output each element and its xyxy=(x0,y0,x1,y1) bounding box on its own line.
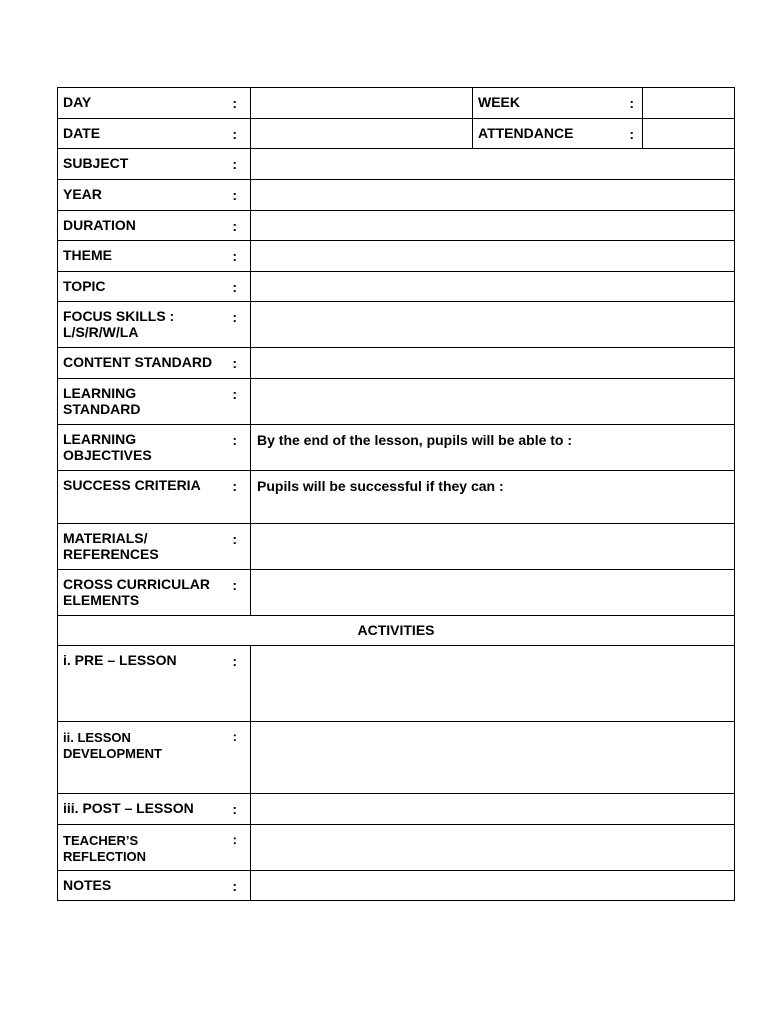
learning-standard-label-line2: STANDARD xyxy=(63,401,141,417)
materials-label-line2: REFERENCES xyxy=(63,546,159,562)
label-lesson-development xyxy=(58,722,251,794)
row-date-attendance xyxy=(58,119,735,149)
label-theme xyxy=(58,241,251,272)
colon: : xyxy=(232,878,237,894)
colon: : xyxy=(232,577,237,593)
label-materials xyxy=(58,524,251,570)
row-notes xyxy=(58,871,735,901)
subject-label: SUBJECT xyxy=(63,155,129,171)
label-learning-objectives xyxy=(58,425,251,471)
colon: : xyxy=(232,187,237,203)
field-focus-skills[interactable] xyxy=(251,302,735,348)
focus-skills-label-line2: L/S/R/W/LA xyxy=(63,324,139,340)
learning-objectives-label-line2: OBJECTIVES xyxy=(63,447,152,463)
colon: : xyxy=(232,432,237,448)
week-label: WEEK xyxy=(478,94,520,110)
success-criteria-prompt: Pupils will be successful if they can : xyxy=(257,478,504,494)
colon: : xyxy=(232,156,237,172)
activities-heading xyxy=(58,616,735,646)
topic-label: TOPIC xyxy=(63,278,106,294)
field-learning-objectives[interactable] xyxy=(251,425,735,471)
row-learning-objectives xyxy=(58,425,735,471)
colon: : xyxy=(232,531,237,547)
colon: : xyxy=(232,95,237,111)
colon: : xyxy=(232,279,237,295)
field-date[interactable] xyxy=(251,119,473,149)
label-subject xyxy=(58,149,251,180)
label-focus-skills xyxy=(58,302,251,348)
focus-skills-label-line1: FOCUS SKILLS : xyxy=(63,308,175,324)
row-day-week xyxy=(58,88,735,119)
day-label: DAY xyxy=(63,94,92,110)
colon: : xyxy=(629,126,634,142)
year-label: YEAR xyxy=(63,186,102,202)
field-materials[interactable] xyxy=(251,524,735,570)
colon: : xyxy=(232,801,237,817)
row-teachers-reflection xyxy=(58,825,735,871)
lesson-development-label-line2: DEVELOPMENT xyxy=(63,746,162,761)
row-activities-heading xyxy=(58,616,735,646)
colon: : xyxy=(232,832,237,847)
pre-lesson-label: i. PRE – LESSON xyxy=(63,652,177,668)
row-theme xyxy=(58,241,735,272)
row-materials xyxy=(58,524,735,570)
reflection-label-line1: TEACHER’S xyxy=(63,833,139,848)
colon: : xyxy=(232,309,237,325)
materials-label-line1: MATERIALS/ xyxy=(63,530,148,546)
field-lesson-development[interactable] xyxy=(251,722,735,794)
colon: : xyxy=(232,729,237,744)
label-day xyxy=(58,88,251,119)
row-topic xyxy=(58,272,735,302)
lesson-plan-table xyxy=(57,87,735,901)
theme-label: THEME xyxy=(63,247,112,263)
field-pre-lesson[interactable] xyxy=(251,646,735,722)
reflection-label-line2: REFLECTION xyxy=(63,849,147,864)
learning-standard-label-line1: LEARNING xyxy=(63,385,137,401)
row-lesson-development xyxy=(58,722,735,794)
colon: : xyxy=(232,355,237,371)
field-topic[interactable] xyxy=(251,272,735,302)
row-content-standard xyxy=(58,348,735,379)
label-attendance xyxy=(473,119,643,149)
label-success-criteria xyxy=(58,471,251,524)
field-subject[interactable] xyxy=(251,149,735,180)
colon: : xyxy=(232,248,237,264)
lesson-plan-form xyxy=(57,87,734,901)
label-post-lesson xyxy=(58,794,251,825)
field-learning-standard[interactable] xyxy=(251,379,735,425)
label-week xyxy=(473,88,643,119)
row-pre-lesson xyxy=(58,646,735,722)
colon: : xyxy=(232,218,237,234)
notes-label: NOTES xyxy=(63,877,112,893)
field-cross-curricular[interactable] xyxy=(251,570,735,616)
learning-objectives-prompt: By the end of the lesson, pupils will be able to : xyxy=(257,432,573,448)
label-topic xyxy=(58,272,251,302)
cross-curricular-label-line2: ELEMENTS xyxy=(63,592,140,608)
field-attendance[interactable] xyxy=(643,119,735,149)
row-success-criteria xyxy=(58,471,735,524)
label-date xyxy=(58,119,251,149)
label-learning-standard xyxy=(58,379,251,425)
duration-label: DURATION xyxy=(63,217,136,233)
colon: : xyxy=(232,126,237,142)
field-teachers-reflection[interactable] xyxy=(251,825,735,871)
post-lesson-label: iii. POST – LESSON xyxy=(63,800,194,816)
colon: : xyxy=(629,95,634,111)
lesson-development-label-line1: ii. LESSON xyxy=(63,730,131,745)
row-learning-standard xyxy=(58,379,735,425)
row-year xyxy=(58,180,735,211)
row-post-lesson xyxy=(58,794,735,825)
date-label: DATE xyxy=(63,125,101,141)
row-duration xyxy=(58,211,735,241)
label-year xyxy=(58,180,251,211)
field-content-standard[interactable] xyxy=(251,348,735,379)
field-notes[interactable] xyxy=(251,871,735,901)
label-pre-lesson xyxy=(58,646,251,722)
field-year[interactable] xyxy=(251,180,735,211)
content-standard-label: CONTENT STANDARD xyxy=(63,354,213,370)
row-subject xyxy=(58,149,735,180)
label-duration xyxy=(58,211,251,241)
field-duration[interactable] xyxy=(251,211,735,241)
attendance-label: ATTENDANCE xyxy=(478,125,574,141)
row-cross-curricular xyxy=(58,570,735,616)
colon: : xyxy=(232,478,237,494)
learning-objectives-label-line1: LEARNING xyxy=(63,431,137,447)
field-week[interactable] xyxy=(643,88,735,119)
colon: : xyxy=(232,386,237,402)
label-cross-curricular xyxy=(58,570,251,616)
field-theme[interactable] xyxy=(251,241,735,272)
activities-heading-text: ACTIVITIES xyxy=(357,622,435,638)
label-notes xyxy=(58,871,251,901)
cross-curricular-label-line1: CROSS CURRICULAR xyxy=(63,576,210,592)
field-day[interactable] xyxy=(251,88,473,119)
label-teachers-reflection xyxy=(58,825,251,871)
field-success-criteria[interactable] xyxy=(251,471,735,524)
colon: : xyxy=(232,653,237,669)
field-post-lesson[interactable] xyxy=(251,794,735,825)
row-focus-skills xyxy=(58,302,735,348)
success-criteria-label: SUCCESS CRITERIA xyxy=(63,477,201,493)
label-content-standard xyxy=(58,348,251,379)
